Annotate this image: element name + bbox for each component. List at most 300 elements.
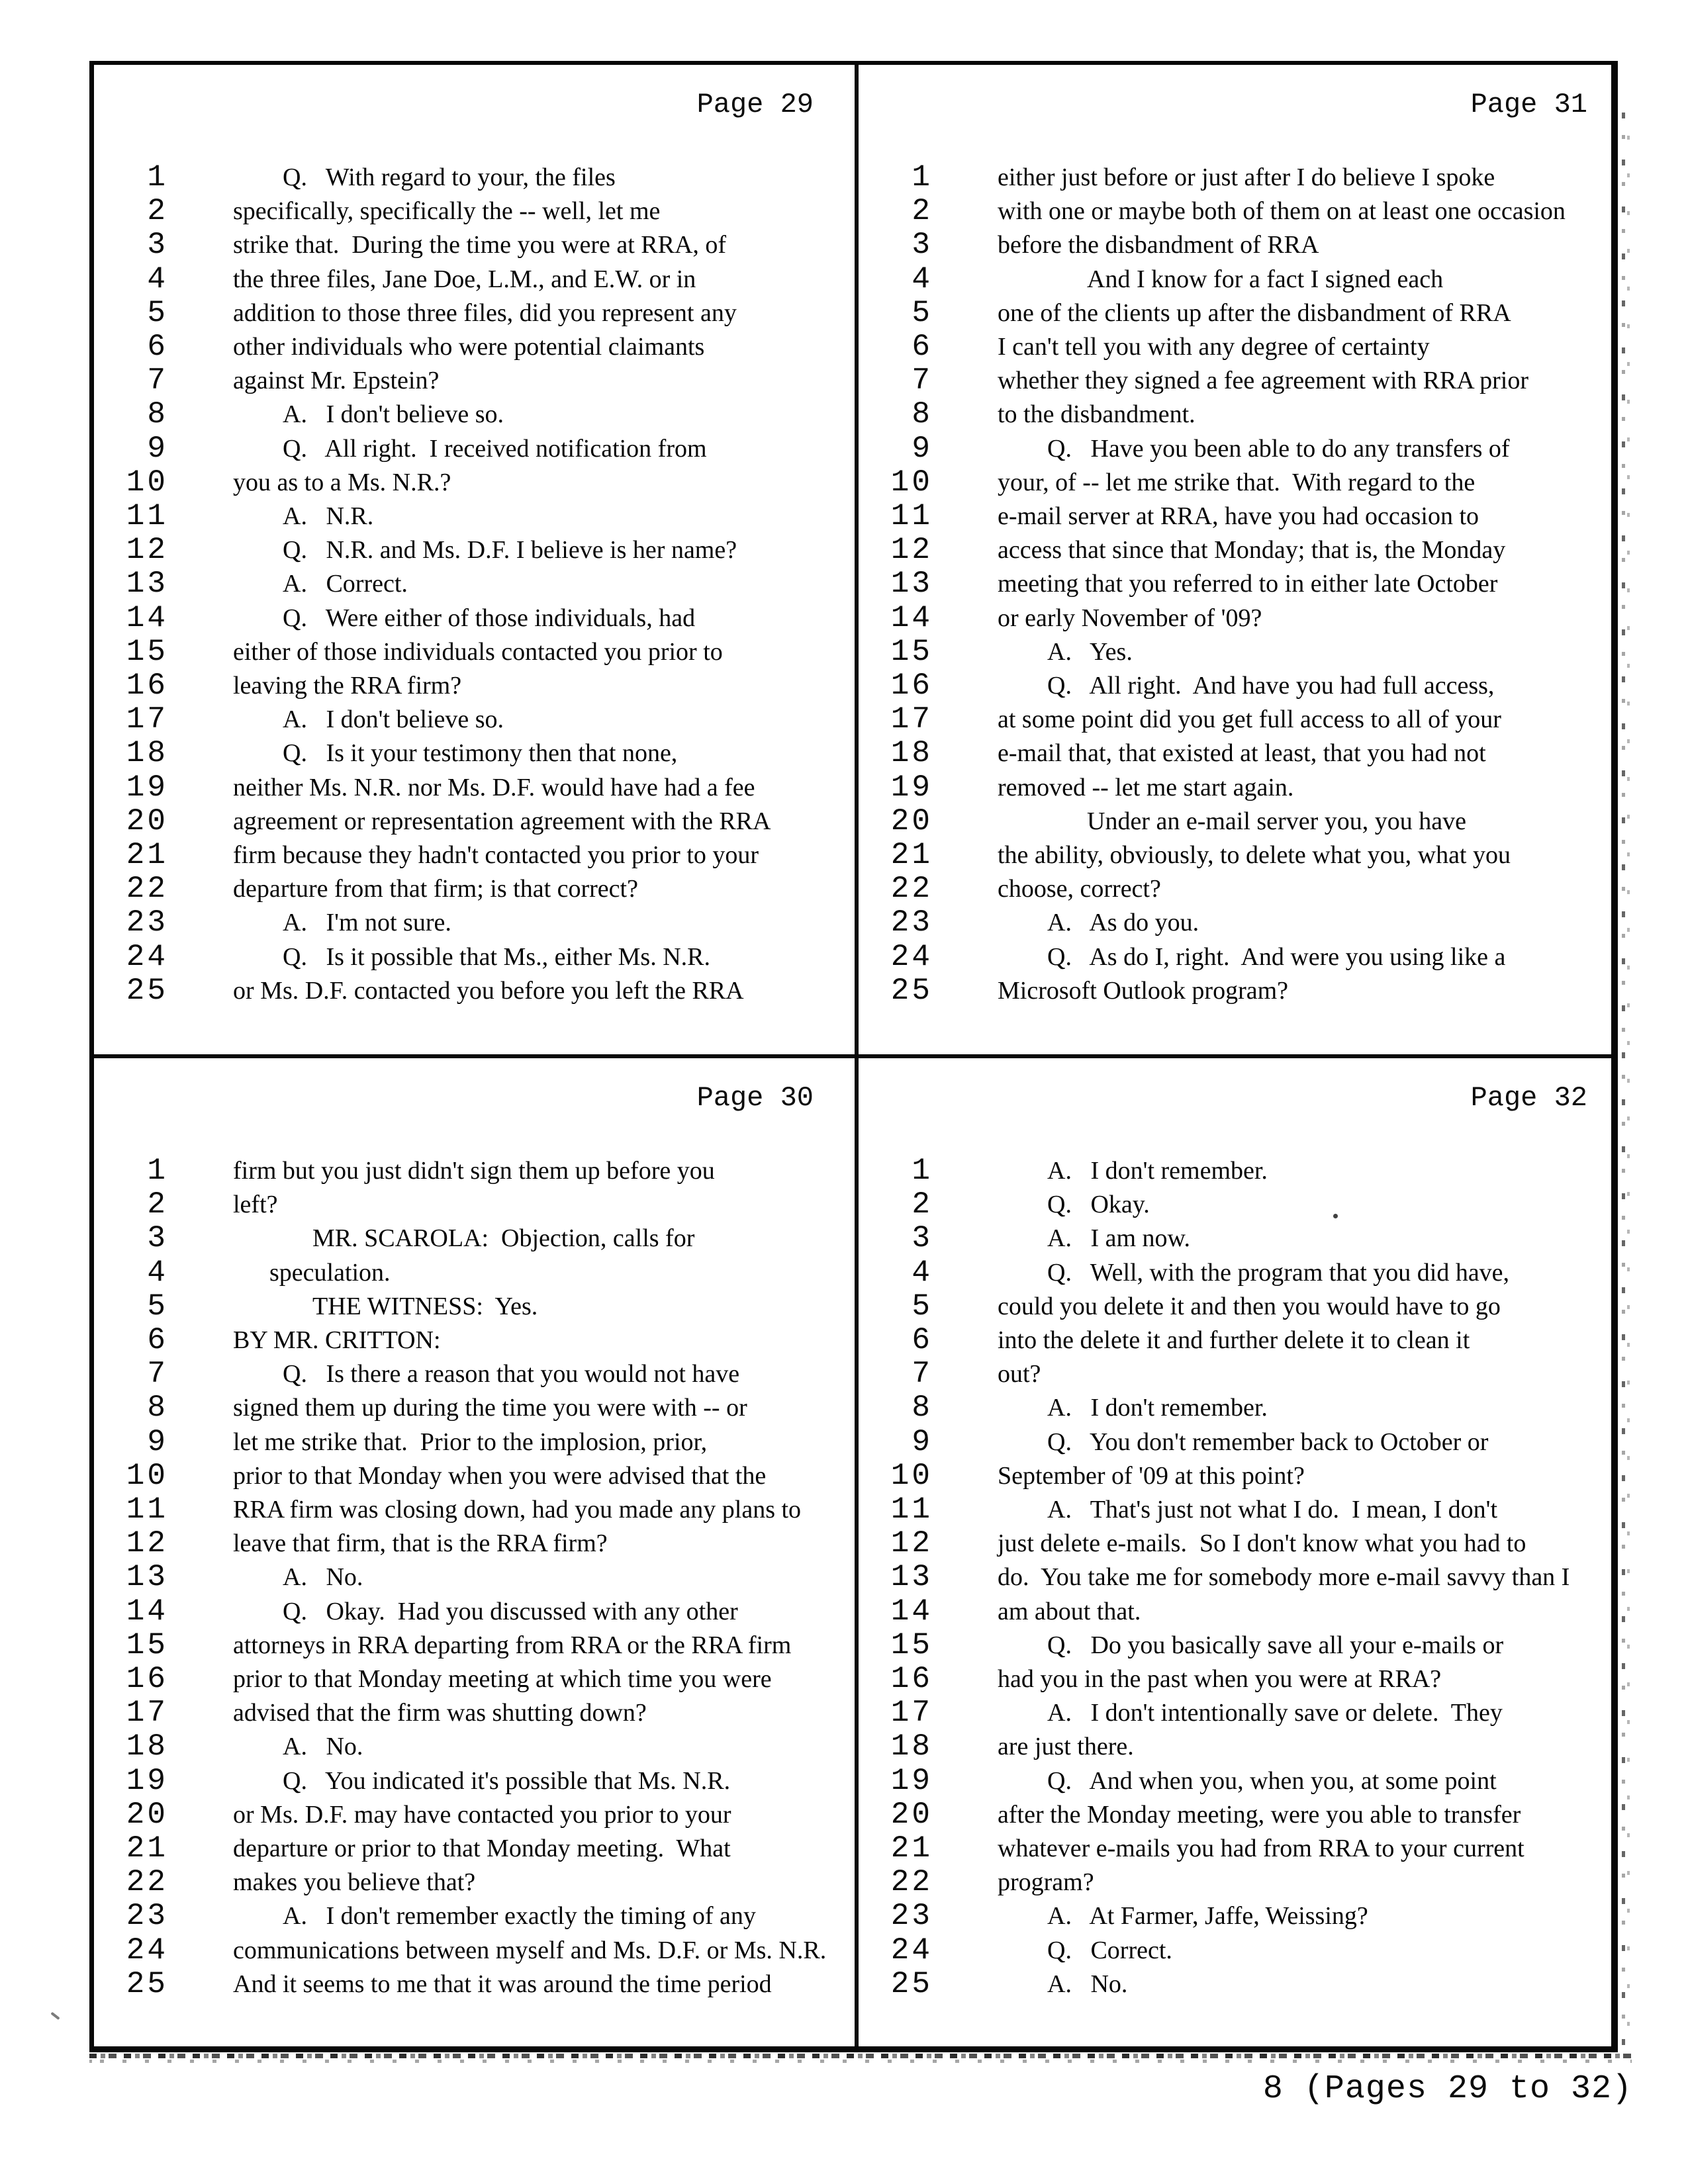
- line-text: to the disbandment.: [998, 400, 1196, 429]
- line-number: 16: [890, 1662, 933, 1696]
- transcript-line: [94, 872, 855, 906]
- line-number: 19: [890, 770, 933, 805]
- line-number: 24: [126, 1933, 168, 1968]
- line-number: 2: [147, 1187, 168, 1222]
- line-number: 15: [890, 1627, 933, 1662]
- line-text: A. No.: [1047, 1970, 1128, 1998]
- line-number: 10: [890, 465, 933, 500]
- line-text: A. At Farmer, Jaffe, Weissing?: [1047, 1902, 1368, 1931]
- transcript-line: [94, 1831, 855, 1866]
- transcript-line: [859, 702, 1611, 737]
- line-text: September of '09 at this point?: [998, 1461, 1305, 1490]
- transcript-line: [94, 1357, 855, 1391]
- line-text: Q. As do I, right. And were you using like a: [1047, 942, 1506, 971]
- transcript-line: [859, 1221, 1611, 1255]
- line-text: one of the clients up after the disbandment of RRA: [998, 298, 1511, 327]
- line-number: 12: [890, 533, 933, 568]
- line-text: Under an e-mail server you, you have: [1087, 807, 1466, 835]
- line-number: 19: [126, 1763, 168, 1798]
- transcript-line: [859, 1628, 1611, 1662]
- line-text: A. Correct.: [283, 570, 408, 598]
- line-text: departure from that firm; is that correct?: [233, 875, 638, 903]
- line-number: 21: [126, 1831, 168, 1866]
- line-text: RRA firm was closing down, had you made any plans to: [233, 1496, 802, 1524]
- line-text: your, of -- let me strike that. With regard to the: [998, 468, 1476, 496]
- transcript-line: [859, 804, 1611, 839]
- line-number: 15: [126, 1627, 168, 1662]
- line-text: program?: [998, 1868, 1094, 1897]
- transcript-line: [94, 1526, 855, 1561]
- line-text: just delete e-mails. So I don't know what you had to: [998, 1529, 1526, 1558]
- line-number: 24: [126, 939, 168, 974]
- line-text: A. As do you.: [1047, 909, 1199, 937]
- line-number: 1: [912, 1154, 933, 1188]
- line-number: 7: [912, 363, 933, 398]
- page-header: Page 30: [696, 1082, 814, 1114]
- transcript-line: [94, 1492, 855, 1527]
- line-text: before the disbandment of RRA: [998, 231, 1319, 259]
- transcript-line: [859, 1797, 1611, 1832]
- line-number: 13: [126, 567, 168, 602]
- line-text: Q. Okay.: [1047, 1191, 1150, 1219]
- line-text: A. I am now.: [1047, 1224, 1190, 1253]
- transcript-line: [859, 736, 1611, 770]
- line-number: 21: [890, 838, 933, 872]
- line-text: or early November of '09?: [998, 604, 1262, 632]
- line-number: 8: [912, 397, 933, 432]
- line-number: 22: [126, 872, 168, 907]
- line-text: A. I don't remember exactly the timing of any: [283, 1902, 756, 1931]
- line-text: Q. Is it your testimony then that none,: [283, 739, 678, 768]
- line-number: 18: [126, 736, 168, 771]
- transcript-line: [94, 635, 855, 669]
- line-number: 1: [912, 160, 933, 195]
- transcript-line: [859, 668, 1611, 703]
- line-number: 22: [126, 1865, 168, 1900]
- line-text: whatever e-mails you had from RRA to your current: [998, 1835, 1524, 1862]
- transcript-line: [94, 1187, 855, 1222]
- line-text: A. No.: [283, 1563, 363, 1592]
- scan-speck: [1333, 1214, 1338, 1218]
- transcript-line: [859, 1560, 1611, 1594]
- transcript-line: [94, 1899, 855, 1933]
- line-number: 6: [147, 330, 168, 364]
- transcript-line: [859, 432, 1611, 466]
- transcript-line: [859, 1696, 1611, 1730]
- line-text: left?: [233, 1191, 278, 1219]
- transcript-line: [859, 1865, 1611, 1899]
- transcript-line: [859, 228, 1611, 262]
- transcript-line: [94, 1662, 855, 1696]
- line-number: 7: [912, 1357, 933, 1392]
- transcript-line: [859, 1289, 1611, 1324]
- line-text: Q. All right. And have you had full access,: [1047, 672, 1495, 700]
- transcript-line: [94, 567, 855, 601]
- line-number: 17: [890, 1696, 933, 1731]
- line-number: 4: [912, 261, 933, 296]
- line-text: BY MR. CRITTON:: [233, 1326, 441, 1354]
- line-text: into the delete it and further delete it to clean it: [998, 1326, 1470, 1354]
- line-text: specifically, specifically the -- well, let me: [233, 197, 661, 226]
- transcript-page-30: [94, 1058, 855, 2046]
- line-number: 16: [126, 668, 168, 703]
- line-number: 2: [912, 1187, 933, 1222]
- line-text: agreement or representation agreement with the RRA: [233, 807, 771, 835]
- transcript-line: [859, 533, 1611, 567]
- transcript-line: [859, 262, 1611, 296]
- transcript-line: [859, 940, 1611, 974]
- line-text: removed -- let me start again.: [998, 773, 1294, 801]
- line-text: A. I don't believe so.: [283, 705, 504, 734]
- line-text: against Mr. Epstein?: [233, 367, 440, 395]
- transcript-line: [94, 905, 855, 940]
- transcript-line: [859, 1831, 1611, 1866]
- line-text: could you delete it and then you would have to go: [998, 1292, 1501, 1320]
- transcript-line: [94, 1865, 855, 1899]
- line-text: the ability, obviously, to delete what you, what you: [998, 841, 1511, 869]
- transcript-line: [859, 635, 1611, 669]
- transcript-line: [94, 601, 855, 635]
- line-number: 6: [147, 1323, 168, 1357]
- line-number: 21: [890, 1831, 933, 1866]
- line-text: Q. Were either of those individuals, had: [283, 604, 696, 632]
- transcript-line: [94, 499, 855, 533]
- transcript-line: [859, 1357, 1611, 1391]
- line-text: attorneys in RRA departing from RRA or the RRA firm: [233, 1631, 792, 1659]
- line-text: firm because they hadn't contacted you prior to your: [233, 841, 759, 869]
- line-number: 19: [890, 1763, 933, 1798]
- line-number: 20: [890, 803, 933, 839]
- line-number: 16: [126, 1662, 168, 1696]
- line-number: 21: [126, 838, 168, 872]
- transcript-line: [859, 1323, 1611, 1357]
- line-text: And it seems to me that it was around the time period: [233, 1970, 772, 1998]
- transcript-line: [859, 601, 1611, 635]
- line-text: choose, correct?: [998, 875, 1161, 903]
- line-text: with one or maybe both of them on at least one occasion: [998, 197, 1566, 226]
- transcript-line: [94, 533, 855, 567]
- line-number: 23: [890, 905, 933, 940]
- line-text: other individuals who were potential claimants: [233, 333, 705, 361]
- transcript-line: [859, 1967, 1611, 2001]
- line-text: makes you believe that?: [233, 1868, 476, 1897]
- line-number: 12: [890, 1526, 933, 1561]
- line-text: THE WITNESS: Yes.: [312, 1292, 538, 1320]
- transcript-line: [859, 567, 1611, 601]
- line-text: either of those individuals contacted you prior to: [233, 637, 723, 666]
- line-number: 25: [126, 973, 168, 1008]
- transcript-line: [859, 160, 1611, 195]
- line-number: 10: [126, 465, 168, 500]
- line-number: 18: [890, 736, 933, 771]
- line-number: 13: [126, 1560, 168, 1595]
- line-text: speculation.: [269, 1258, 391, 1287]
- transcript-line: [94, 770, 855, 805]
- line-text: Q. You don't remember back to October or: [1047, 1428, 1489, 1456]
- transcript-line: [94, 1967, 855, 2001]
- line-number: 19: [126, 770, 168, 805]
- transcript-line: [859, 872, 1611, 906]
- line-number: 7: [147, 1357, 168, 1392]
- line-number: 18: [126, 1729, 168, 1764]
- transcript-line: [859, 1187, 1611, 1222]
- transcript-line: [94, 1221, 855, 1255]
- line-text: leave that firm, that is the RRA firm?: [233, 1529, 608, 1558]
- line-text: e-mail server at RRA, have you had occasion to: [998, 502, 1479, 530]
- line-number: 5: [912, 295, 933, 330]
- line-number: 17: [890, 702, 933, 737]
- line-number: 1: [147, 160, 168, 195]
- line-text: Q. With regard to your, the files: [283, 163, 616, 191]
- line-text: departure or prior to that Monday meeting. What: [233, 1835, 731, 1862]
- line-text: access that since that Monday; that is, the Monday: [998, 536, 1506, 565]
- line-text: leaving the RRA firm?: [233, 672, 462, 700]
- transcript-line: [94, 1560, 855, 1594]
- transcript-line: [94, 160, 855, 195]
- transcript-line: [94, 194, 855, 228]
- transcript-line: [94, 838, 855, 872]
- transcript-line: [859, 1425, 1611, 1459]
- transcript-line: [859, 1729, 1611, 1764]
- line-text: Q. Correct.: [1047, 1936, 1172, 1964]
- transcript-line: [859, 465, 1611, 500]
- transcript-line: [94, 1764, 855, 1798]
- transcript-line: [94, 1933, 855, 1968]
- transcript-line: [94, 1289, 855, 1324]
- line-text: firm but you just didn't sign them up before you: [233, 1157, 715, 1185]
- line-number: 16: [890, 668, 933, 703]
- line-text: A. That's just not what I do. I mean, I don't: [1047, 1496, 1498, 1524]
- line-number: 24: [890, 939, 933, 974]
- scan-noise-right-edge: [1620, 113, 1630, 2048]
- page-header: Page 31: [1470, 89, 1587, 120]
- line-text: advised that the firm was shutting down?: [233, 1699, 647, 1727]
- transcript-line: [94, 974, 855, 1008]
- scan-noise-bottom: [89, 2054, 1632, 2064]
- transcript-page-31: [859, 65, 1611, 1054]
- transcript-line: [859, 905, 1611, 940]
- sheet-page-footer: 8 (Pages 29 to 32): [1262, 2070, 1632, 2108]
- line-number: 17: [126, 1696, 168, 1731]
- transcript-line: [94, 940, 855, 974]
- transcript-line: [94, 1729, 855, 1764]
- transcript-line: [859, 1764, 1611, 1798]
- transcript-line: [94, 1696, 855, 1730]
- line-text: neither Ms. N.R. nor Ms. D.F. would have had a fee: [233, 773, 755, 801]
- line-text: let me strike that. Prior to the implosion, prior,: [233, 1428, 708, 1456]
- line-number: 4: [147, 261, 168, 296]
- line-number: 8: [912, 1390, 933, 1426]
- transcript-page-29: [94, 65, 855, 1054]
- line-number: 5: [147, 295, 168, 330]
- transcript-line: [859, 1594, 1611, 1629]
- transcript-line: [859, 1492, 1611, 1527]
- line-text: Q. You indicated it's possible that Ms. N.R.: [283, 1766, 731, 1795]
- transcript-line: [94, 296, 855, 330]
- line-text: I can't tell you with any degree of certainty: [998, 333, 1430, 361]
- transcript-line: [94, 702, 855, 737]
- line-text: signed them up during the time you were with -- or: [233, 1394, 747, 1422]
- transcript-line: [859, 1390, 1611, 1425]
- transcript-line: [94, 668, 855, 703]
- line-number: 20: [126, 803, 168, 839]
- transcript-line: [94, 432, 855, 466]
- scan-speck: [50, 2012, 60, 2020]
- line-text: Q. Have you been able to do any transfers of: [1047, 434, 1510, 463]
- transcript-line: [94, 363, 855, 398]
- line-text: A. I don't believe so.: [283, 400, 504, 429]
- line-text: MR. SCAROLA: Objection, calls for: [312, 1224, 695, 1253]
- line-text: A. No.: [283, 1733, 363, 1761]
- line-number: 14: [126, 600, 168, 635]
- transcript-line: [859, 363, 1611, 398]
- transcript-line: [94, 1390, 855, 1425]
- line-text: the three files, Jane Doe, L.M., and E.W. or in: [233, 265, 696, 293]
- line-number: 10: [126, 1458, 168, 1493]
- line-text: Q. Do you basically save all your e-mails or: [1047, 1631, 1504, 1659]
- line-number: 22: [890, 1865, 933, 1900]
- transcript-line: [94, 330, 855, 364]
- line-number: 23: [890, 1899, 933, 1934]
- page-header: Page 29: [696, 89, 814, 120]
- transcript-line: [94, 1154, 855, 1188]
- line-number: 1: [147, 1154, 168, 1188]
- line-number: 4: [147, 1255, 168, 1290]
- line-number: 2: [912, 194, 933, 229]
- line-number: 6: [912, 330, 933, 364]
- transcript-line: [859, 1459, 1611, 1493]
- transcript-line: [94, 1459, 855, 1493]
- transcript-line: [94, 1797, 855, 1832]
- line-text: do. You take me for somebody more e-mail savvy than I: [998, 1563, 1570, 1592]
- line-number: 11: [890, 1492, 933, 1527]
- line-number: 11: [126, 1492, 168, 1527]
- line-number: 11: [126, 499, 168, 533]
- transcript-line: [859, 296, 1611, 330]
- transcript-line: [859, 330, 1611, 364]
- line-text: Microsoft Outlook program?: [998, 976, 1289, 1005]
- line-text: prior to that Monday meeting at which time you were: [233, 1665, 772, 1693]
- line-text: Q. All right. I received notification from: [283, 434, 707, 463]
- line-text: meeting that you referred to in either late October: [998, 570, 1498, 598]
- transcript-line: [94, 804, 855, 839]
- line-number: 25: [126, 1966, 168, 2001]
- line-number: 3: [147, 228, 168, 263]
- transcript-line: [859, 1899, 1611, 1933]
- line-text: at some point did you get full access to all of your: [998, 705, 1501, 734]
- transcript-line: [859, 838, 1611, 872]
- transcript-line: [859, 1255, 1611, 1290]
- transcript-line: [94, 736, 855, 770]
- transcript-line: [859, 974, 1611, 1008]
- line-text: A. I don't remember.: [1047, 1157, 1268, 1185]
- line-number: 3: [912, 1221, 933, 1256]
- line-number: 9: [912, 1424, 933, 1459]
- line-number: 12: [126, 1526, 168, 1561]
- transcript-page-32: [859, 1058, 1611, 2046]
- transcript-line: [859, 1662, 1611, 1696]
- line-number: 25: [890, 973, 933, 1008]
- line-text: either just before or just after I do believe I spoke: [998, 163, 1495, 191]
- line-number: 10: [890, 1458, 933, 1493]
- line-number: 22: [890, 872, 933, 907]
- line-text: A. I don't intentionally save or delete. They: [1047, 1699, 1503, 1727]
- line-text: A. N.R.: [283, 502, 374, 530]
- line-number: 24: [890, 1933, 933, 1968]
- line-text: whether they signed a fee agreement with RRA prior: [998, 367, 1528, 395]
- line-number: 8: [147, 1390, 168, 1426]
- line-number: 3: [147, 1221, 168, 1256]
- line-number: 15: [890, 634, 933, 669]
- transcript-line: [859, 499, 1611, 533]
- line-text: Q. Is it possible that Ms., either Ms. N.R.: [283, 942, 710, 971]
- line-number: 18: [890, 1729, 933, 1764]
- line-text: am about that.: [998, 1597, 1141, 1625]
- line-text: Q. Well, with the program that you did have,: [1047, 1258, 1510, 1287]
- transcript-line: [94, 1255, 855, 1290]
- line-text: A. I don't remember.: [1047, 1394, 1268, 1422]
- transcript-line: [94, 397, 855, 432]
- line-text: strike that. During the time you were at RRA, of: [233, 231, 727, 259]
- line-number: 14: [890, 600, 933, 635]
- line-number: 25: [890, 1966, 933, 2001]
- line-number: 20: [890, 1797, 933, 1832]
- line-number: 6: [912, 1323, 933, 1357]
- line-number: 4: [912, 1255, 933, 1290]
- line-number: 23: [126, 1899, 168, 1934]
- line-number: 5: [912, 1289, 933, 1324]
- line-number: 9: [912, 431, 933, 466]
- line-number: 14: [890, 1594, 933, 1629]
- line-number: 17: [126, 702, 168, 737]
- transcript-line: [94, 1594, 855, 1629]
- line-number: 13: [890, 567, 933, 602]
- transcript-line: [94, 228, 855, 262]
- line-text: And I know for a fact I signed each: [1087, 265, 1444, 293]
- line-text: Q. Is there a reason that you would not have: [283, 1360, 740, 1388]
- transcript-line: [859, 1154, 1611, 1188]
- line-text: Q. N.R. and Ms. D.F. I believe is her name?: [283, 536, 737, 565]
- line-text: are just there.: [998, 1733, 1134, 1761]
- line-number: 7: [147, 363, 168, 398]
- transcript-line: [94, 1628, 855, 1662]
- line-number: 23: [126, 905, 168, 940]
- line-number: 2: [147, 194, 168, 229]
- line-number: 13: [890, 1560, 933, 1595]
- transcript-line: [94, 1323, 855, 1357]
- line-number: 14: [126, 1594, 168, 1629]
- line-number: 12: [126, 533, 168, 568]
- transcript-line: [859, 1933, 1611, 1968]
- line-number: 8: [147, 397, 168, 432]
- line-text: e-mail that, that existed at least, that you had not: [998, 739, 1486, 768]
- line-text: you as to a Ms. N.R.?: [233, 468, 451, 496]
- line-text: had you in the past when you were at RRA?: [998, 1665, 1442, 1693]
- page-header: Page 32: [1470, 1082, 1587, 1114]
- line-text: out?: [998, 1360, 1041, 1388]
- line-number: 5: [147, 1289, 168, 1324]
- line-text: Q. And when you, when you, at some point: [1047, 1766, 1497, 1795]
- transcript-line: [94, 1425, 855, 1459]
- line-text: after the Monday meeting, were you able to transfer: [998, 1800, 1521, 1829]
- line-text: or Ms. D.F. may have contacted you prior to your: [233, 1800, 731, 1829]
- line-text: communications between myself and Ms. D.F. or Ms. N.R.: [233, 1936, 827, 1964]
- transcript-line: [859, 194, 1611, 228]
- transcript-line: [859, 1526, 1611, 1561]
- line-number: 11: [890, 499, 933, 533]
- line-number: 15: [126, 634, 168, 669]
- line-text: addition to those three files, did you represent any: [233, 298, 737, 327]
